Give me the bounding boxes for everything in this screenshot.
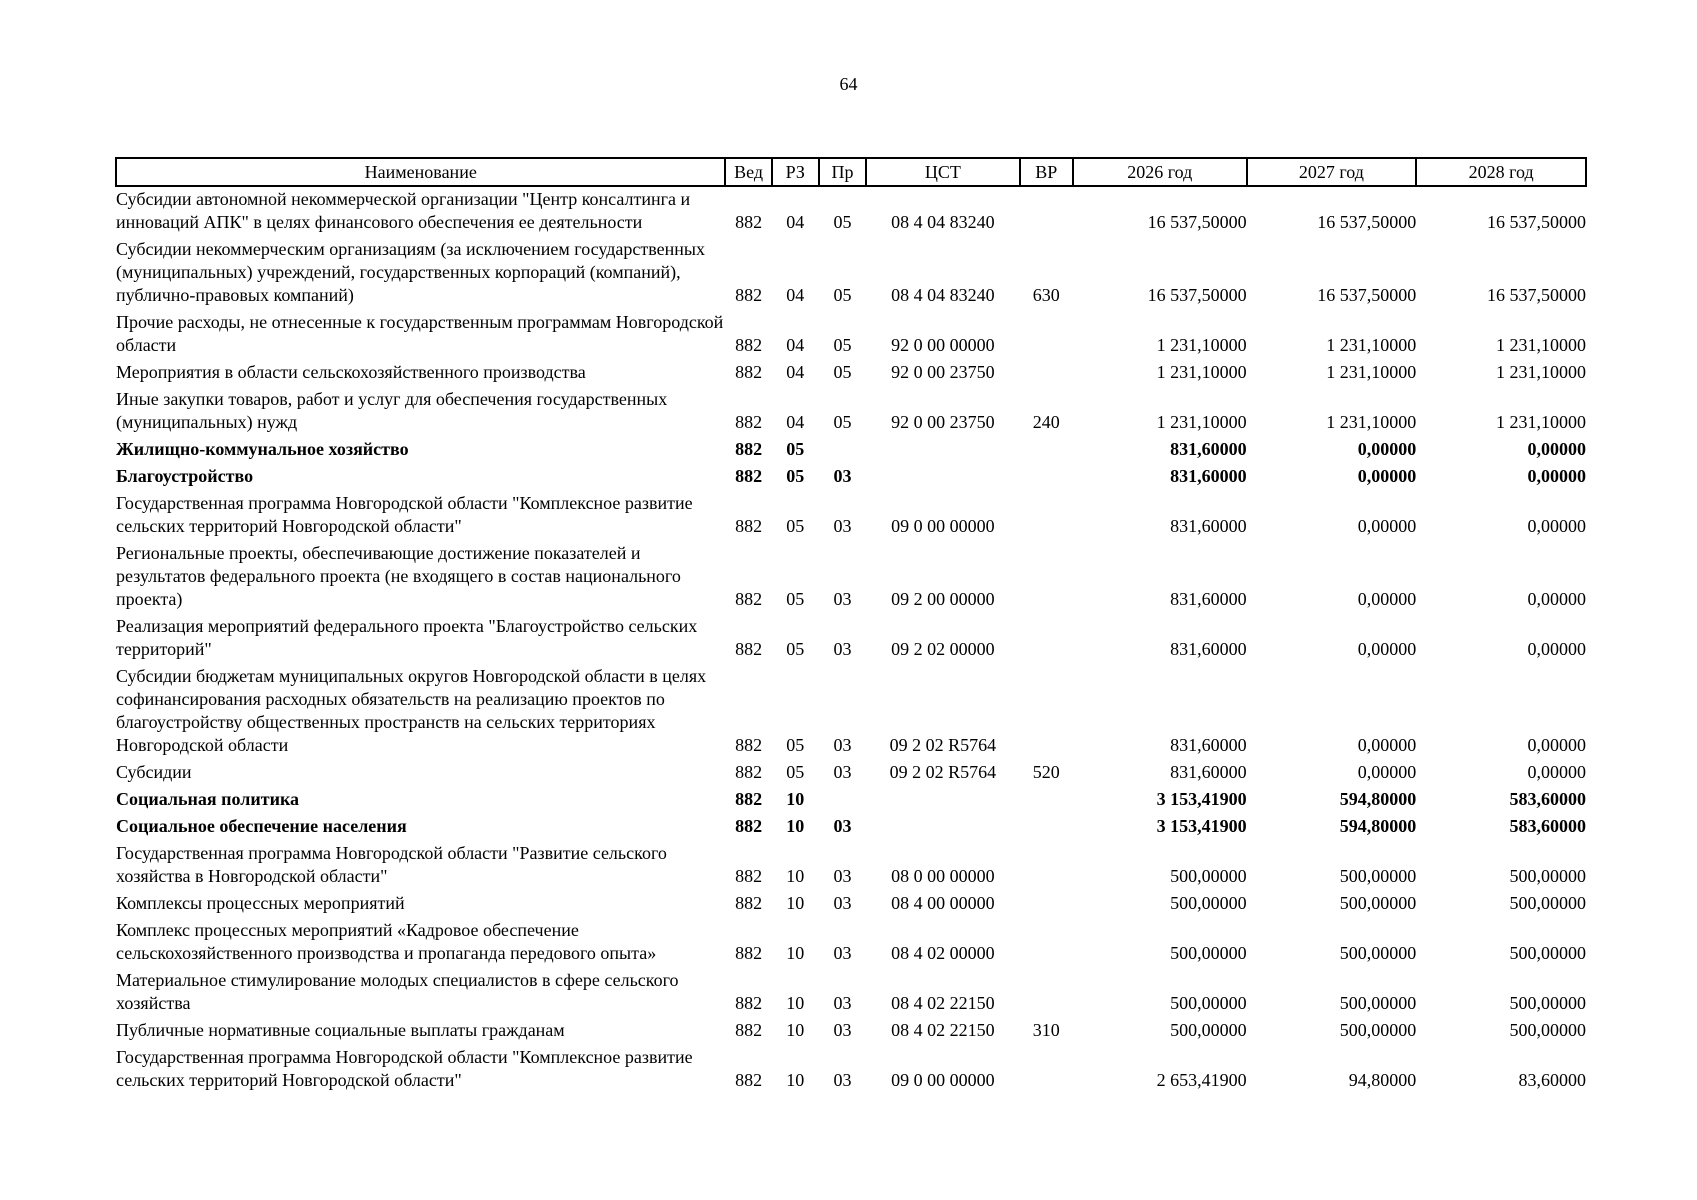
cell-ved: 882 [735, 1070, 763, 1090]
cell-name: Иные закупки товаров, работ и услуг для обеспечения государственных (муниципальных) нужд [116, 389, 668, 432]
table-row [116, 464, 1586, 491]
table-row [116, 541, 1586, 614]
cell-rz: 10 [786, 789, 805, 809]
cell-2028: 0,00000 [1527, 639, 1586, 659]
cell-vr [1020, 614, 1073, 664]
page-number: 64 [839, 74, 858, 94]
cell-2028: 0,00000 [1527, 735, 1586, 755]
table-row [116, 237, 1586, 310]
cell-cst: 08 4 02 22150 [891, 1020, 995, 1040]
table-row [116, 387, 1586, 437]
cell-2027: 16 537,50000 [1317, 212, 1417, 232]
cell-vr [1020, 186, 1073, 237]
table-row [116, 968, 1586, 1018]
cell-2027: 500,00000 [1339, 943, 1417, 963]
cell-name: Субсидии [116, 762, 192, 782]
cell-2028: 0,00000 [1527, 439, 1586, 459]
cell-2026: 2 653,41900 [1156, 1070, 1247, 1090]
cell-2026: 831,60000 [1170, 639, 1247, 659]
cell-2026: 831,60000 [1170, 735, 1247, 755]
cell-2026: 1 231,10000 [1156, 412, 1247, 432]
cell-vr [1020, 918, 1073, 968]
cell-2026: 1 231,10000 [1156, 362, 1247, 382]
cell-2028: 0,00000 [1527, 516, 1586, 536]
header-name: Наименование [116, 158, 725, 186]
cell-2028: 500,00000 [1509, 993, 1586, 1013]
cell-vr [1020, 1045, 1073, 1095]
table-row [116, 760, 1586, 787]
cell-2027: 1 231,10000 [1326, 362, 1417, 382]
cell-rz: 05 [786, 466, 805, 486]
cell-name: Социальное обеспечение населения [116, 816, 407, 836]
cell-vr [1020, 814, 1073, 841]
cell-cst: 08 4 04 83240 [891, 285, 995, 305]
cell-vr [1020, 968, 1073, 1018]
cell-cst: 09 2 02 00000 [891, 639, 995, 659]
cell-pr: 03 [833, 735, 852, 755]
cell-2027: 500,00000 [1339, 993, 1417, 1013]
cell-pr [819, 437, 866, 464]
table-row [116, 1045, 1586, 1095]
cell-ved: 882 [735, 866, 763, 886]
table-body [116, 186, 1586, 1095]
cell-2026: 16 537,50000 [1147, 212, 1247, 232]
cell-2028: 583,60000 [1509, 789, 1586, 809]
cell-2028: 1 231,10000 [1496, 412, 1586, 432]
cell-cst: 08 4 02 00000 [891, 943, 995, 963]
cell-2028: 1 231,10000 [1496, 362, 1586, 382]
header-cst: ЦСТ [866, 158, 1020, 186]
cell-vr [1020, 310, 1073, 360]
cell-2026: 831,60000 [1170, 762, 1247, 782]
cell-cst: 08 4 02 22150 [891, 993, 995, 1013]
cell-vr: 240 [1032, 412, 1060, 432]
cell-2028: 500,00000 [1509, 893, 1586, 913]
table-row [116, 310, 1586, 360]
cell-cst [866, 437, 1020, 464]
cell-name: Комплексы процессных мероприятий [116, 893, 405, 913]
cell-2027: 500,00000 [1339, 866, 1417, 886]
cell-name: Благоустройство [116, 466, 254, 486]
cell-2028: 500,00000 [1509, 1020, 1586, 1040]
cell-cst: 92 0 00 23750 [891, 412, 995, 432]
cell-name: Субсидии некоммерческим организациям (за исключением государственных (муниципальных) учреждений, государственных корпораций (компаний), публично-правовых компаний) [116, 239, 706, 305]
cell-pr: 05 [833, 362, 852, 382]
cell-cst: 92 0 00 00000 [891, 335, 995, 355]
cell-2027: 0,00000 [1357, 762, 1417, 782]
cell-2026: 500,00000 [1170, 1020, 1247, 1040]
cell-name: Государственная программа Новгородской области "Комплексное развитие сельских территорий Новгородской области" [116, 493, 693, 536]
header-rz: РЗ [772, 158, 819, 186]
cell-pr: 03 [833, 866, 852, 886]
cell-cst: 08 4 00 00000 [891, 893, 995, 913]
cell-name: Жилищно-коммунальное хозяйство [116, 439, 409, 459]
cell-pr: 03 [833, 993, 852, 1013]
cell-2026: 831,60000 [1170, 439, 1247, 459]
cell-cst: 09 2 02 R5764 [889, 735, 997, 755]
cell-2027: 0,00000 [1357, 439, 1417, 459]
cell-rz: 05 [786, 639, 805, 659]
cell-rz: 05 [786, 762, 805, 782]
cell-2027: 594,80000 [1339, 816, 1417, 836]
cell-rz: 04 [786, 212, 805, 232]
cell-ved: 882 [735, 762, 763, 782]
cell-rz: 10 [786, 866, 805, 886]
cell-pr: 03 [833, 639, 852, 659]
cell-vr: 630 [1032, 285, 1060, 305]
cell-rz: 10 [786, 943, 805, 963]
cell-2026: 500,00000 [1170, 893, 1247, 913]
cell-ved: 882 [735, 212, 763, 232]
cell-ved: 882 [735, 412, 763, 432]
cell-ved: 882 [735, 993, 763, 1013]
cell-2028: 83,60000 [1518, 1070, 1586, 1090]
cell-rz: 10 [786, 816, 805, 836]
cell-rz: 04 [786, 362, 805, 382]
cell-vr [1020, 787, 1073, 814]
cell-2028: 0,00000 [1527, 589, 1586, 609]
cell-name: Реализация мероприятий федерального проекта "Благоустройство сельских территорий" [116, 616, 698, 659]
table-row [116, 614, 1586, 664]
cell-ved: 882 [735, 335, 763, 355]
cell-2027: 594,80000 [1339, 789, 1417, 809]
cell-2027: 0,00000 [1357, 466, 1417, 486]
cell-2027: 1 231,10000 [1326, 335, 1417, 355]
cell-ved: 882 [735, 362, 763, 382]
cell-cst: 09 0 00 00000 [891, 1070, 995, 1090]
cell-rz: 10 [786, 993, 805, 1013]
cell-pr: 03 [833, 516, 852, 536]
table-header-row [116, 158, 1586, 186]
cell-pr: 05 [833, 212, 852, 232]
cell-name: Субсидии бюджетам муниципальных округов Новгородской области в целях софинансирования расходных обязательств на реализацию проектов по благоустройству общественных пространств на сельских территориях Новгородской области [116, 666, 707, 755]
cell-2026: 500,00000 [1170, 866, 1247, 886]
cell-rz: 10 [786, 1020, 805, 1040]
cell-2027: 94,80000 [1348, 1070, 1417, 1090]
cell-ved: 882 [735, 516, 763, 536]
cell-name: Государственная программа Новгородской области "Развитие сельского хозяйства в Новгородской области" [116, 843, 667, 886]
table-row [116, 841, 1586, 891]
cell-pr [819, 787, 866, 814]
cell-ved: 882 [735, 439, 763, 459]
cell-pr: 05 [833, 335, 852, 355]
cell-vr [1020, 841, 1073, 891]
cell-ved: 882 [735, 943, 763, 963]
cell-name: Прочие расходы, не отнесенные к государственным программам Новгородской области [116, 312, 724, 355]
cell-pr: 05 [833, 412, 852, 432]
cell-2027: 16 537,50000 [1317, 285, 1417, 305]
cell-name: Государственная программа Новгородской области "Комплексное развитие сельских территорий Новгородской области" [116, 1047, 693, 1090]
cell-vr [1020, 891, 1073, 918]
cell-2028: 583,60000 [1509, 816, 1586, 836]
cell-cst: 09 2 02 R5764 [889, 762, 997, 782]
cell-ved: 882 [735, 589, 763, 609]
cell-2028: 500,00000 [1509, 866, 1586, 886]
cell-ved: 882 [735, 285, 763, 305]
cell-vr: 520 [1032, 762, 1060, 782]
cell-cst [866, 787, 1020, 814]
cell-ved: 882 [735, 466, 763, 486]
cell-cst: 08 4 04 83240 [891, 212, 995, 232]
cell-rz: 05 [786, 439, 805, 459]
cell-vr [1020, 437, 1073, 464]
cell-2026: 831,60000 [1170, 516, 1247, 536]
cell-rz: 10 [786, 893, 805, 913]
cell-2026: 831,60000 [1170, 466, 1247, 486]
cell-cst: 09 2 00 00000 [891, 589, 995, 609]
cell-rz: 05 [786, 589, 805, 609]
table-row [116, 918, 1586, 968]
cell-ved: 882 [735, 1020, 763, 1040]
cell-2027: 500,00000 [1339, 1020, 1417, 1040]
cell-rz: 04 [786, 335, 805, 355]
cell-name: Мероприятия в области сельскохозяйственного производства [116, 362, 586, 382]
cell-2028: 1 231,10000 [1496, 335, 1586, 355]
cell-ved: 882 [735, 789, 763, 809]
cell-name: Региональные проекты, обеспечивающие достижение показателей и результатов федерального проекта (не входящего в состав национального проекта) [116, 543, 681, 609]
cell-2026: 1 231,10000 [1156, 335, 1247, 355]
cell-vr: 310 [1032, 1020, 1060, 1040]
cell-2027: 0,00000 [1357, 589, 1417, 609]
cell-2028: 0,00000 [1527, 466, 1586, 486]
cell-pr: 03 [833, 816, 852, 836]
header-2026: 2026 год [1073, 158, 1247, 186]
header-pr: Пр [819, 158, 866, 186]
cell-pr: 03 [833, 762, 852, 782]
cell-pr: 03 [833, 1070, 852, 1090]
cell-2027: 0,00000 [1357, 735, 1417, 755]
cell-name: Комплекс процессных мероприятий «Кадровое обеспечение сельскохозяйственного производства и пропаганда передового опыта» [116, 920, 657, 963]
cell-2028: 0,00000 [1527, 762, 1586, 782]
table-row [116, 891, 1586, 918]
cell-cst [866, 814, 1020, 841]
table-row [116, 491, 1586, 541]
cell-cst: 09 0 00 00000 [891, 516, 995, 536]
cell-rz: 04 [786, 412, 805, 432]
cell-rz: 05 [786, 516, 805, 536]
cell-ved: 882 [735, 816, 763, 836]
cell-2026: 3 153,41900 [1156, 789, 1247, 809]
cell-name: Субсидии автономной некоммерческой организации "Центр консалтинга и инноваций АПК" в целях финансового обеспечения ее деятельности [116, 189, 691, 232]
table-row [116, 1018, 1586, 1045]
cell-cst: 08 0 00 00000 [891, 866, 995, 886]
cell-cst [866, 464, 1020, 491]
cell-2027: 1 231,10000 [1326, 412, 1417, 432]
table-row [116, 664, 1586, 760]
header-2028: 2028 год [1416, 158, 1586, 186]
cell-rz: 04 [786, 285, 805, 305]
cell-2026: 500,00000 [1170, 943, 1247, 963]
header-ved: Вед [725, 158, 771, 186]
cell-2027: 0,00000 [1357, 639, 1417, 659]
cell-rz: 05 [786, 735, 805, 755]
budget-table [115, 157, 1587, 1095]
cell-vr [1020, 464, 1073, 491]
header-vr: ВР [1020, 158, 1073, 186]
cell-2026: 831,60000 [1170, 589, 1247, 609]
header-2027: 2027 год [1247, 158, 1417, 186]
cell-pr: 03 [833, 943, 852, 963]
cell-2026: 3 153,41900 [1156, 816, 1247, 836]
cell-pr: 03 [833, 1020, 852, 1040]
cell-2026: 500,00000 [1170, 993, 1247, 1013]
cell-2028: 500,00000 [1509, 943, 1586, 963]
cell-ved: 882 [735, 735, 763, 755]
cell-name: Социальная политика [116, 789, 300, 809]
table-row [116, 787, 1586, 814]
cell-vr [1020, 664, 1073, 760]
cell-pr: 05 [833, 285, 852, 305]
cell-name: Материальное стимулирование молодых специалистов в сфере сельского хозяйства [116, 970, 679, 1013]
cell-pr: 03 [833, 466, 852, 486]
cell-rz: 10 [786, 1070, 805, 1090]
cell-ved: 882 [735, 893, 763, 913]
cell-cst: 92 0 00 23750 [891, 362, 995, 382]
cell-pr: 03 [833, 893, 852, 913]
cell-2027: 500,00000 [1339, 893, 1417, 913]
table-row [116, 186, 1586, 237]
cell-2028: 16 537,50000 [1487, 212, 1586, 232]
table-row [116, 360, 1586, 387]
cell-name: Публичные нормативные социальные выплаты гражданам [116, 1020, 565, 1040]
cell-vr [1020, 360, 1073, 387]
cell-vr [1020, 541, 1073, 614]
cell-pr: 03 [833, 589, 852, 609]
table-row [116, 437, 1586, 464]
cell-2028: 16 537,50000 [1487, 285, 1586, 305]
cell-ved: 882 [735, 639, 763, 659]
cell-2027: 0,00000 [1357, 516, 1417, 536]
table-row [116, 814, 1586, 841]
cell-2026: 16 537,50000 [1147, 285, 1247, 305]
cell-vr [1020, 491, 1073, 541]
